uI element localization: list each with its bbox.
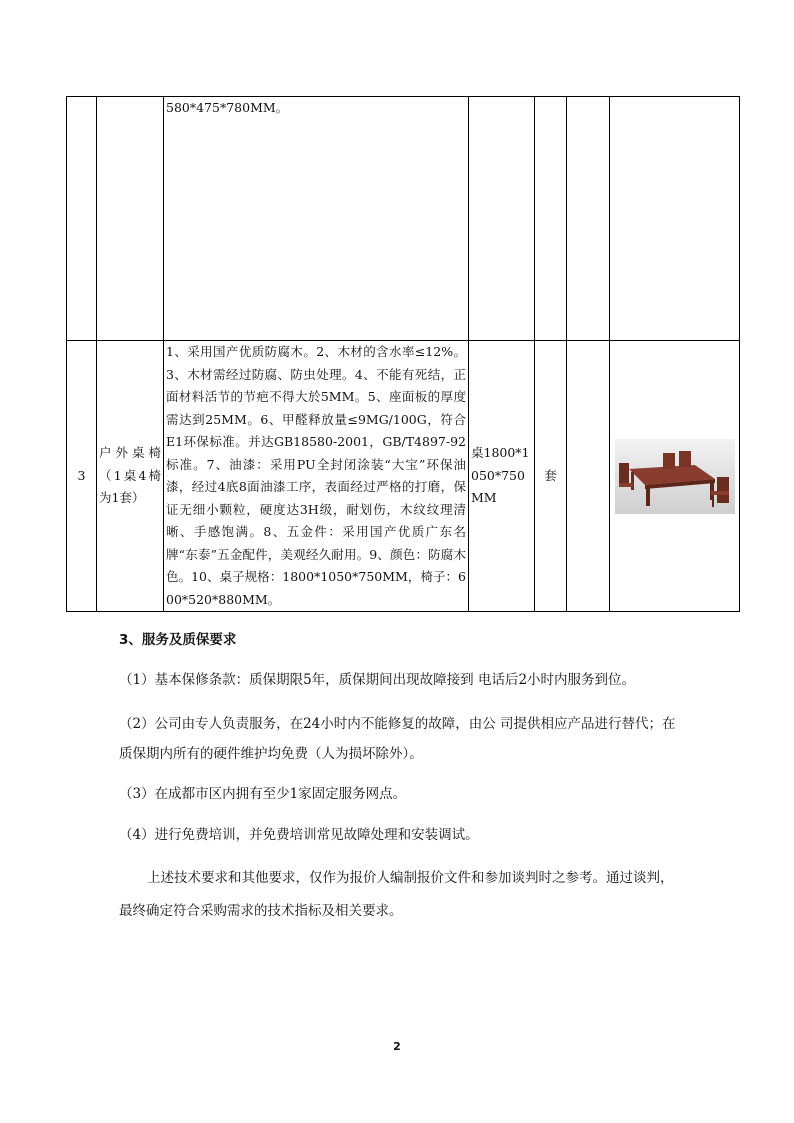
section-heading: 3、服务及质保要求 — [119, 632, 237, 648]
page-number: 2 — [393, 1040, 401, 1053]
row-index — [67, 97, 97, 341]
row-qty — [567, 97, 610, 341]
row-description: 1、采用国产优质防腐木。2、木材的含水率≤12%。3、木材需经过防腐、防虫处理。4、不能有死结，正面材料活节的节疤不得大於5MM。5、座面板的厚度需达到25MM。6、甲醛释放量≤9MG/100G，符合E1环保标准。并达GB18580-2001，GB/T4897-92标准。7、油漆：采用PU全封闭涂装“大宝”环保油漆，经过4底8面油漆工序，表面经过严格的打磨，保证无细小颗粒，硬度达3H级，耐划伤，木纹纹理清晰、手感饱满。8、五金件：采用国产优质广东名牌“东泰”五金配件，美观经久耐用。9、颜色：防腐木色。10、桌子规格：1800*1050*750MM，椅子：600*520*880MM。 — [164, 341, 469, 612]
closing-paragraph: 上述技术要求和其他要求，仅作为报价人编制报价文件和参加谈判时之参考。通过谈判，最终确定符合采购需求的技术指标及相关要求。 — [119, 870, 674, 919]
service-item-4: （4）进行免费培训，并免费培训常见故障处理和安装调试。 — [119, 827, 479, 843]
row-unit — [535, 97, 567, 341]
row-name — [97, 97, 164, 341]
service-item-3: （3）在成都市区内拥有至少1家固定服务网点。 — [119, 786, 407, 802]
row-qty — [567, 341, 610, 612]
row-description: 580*475*780MM。 — [164, 97, 469, 341]
row-spec — [469, 97, 535, 341]
row-spec: 桌1800*1050*750MM — [469, 341, 535, 612]
service-item-1: （1）基本保修条款：质保期限5年，质保期间出现故障接到 电话后2小时内服务到位。 — [119, 672, 636, 688]
spec-table — [66, 96, 740, 612]
table-row — [67, 341, 740, 612]
row-image-cell — [610, 341, 740, 612]
row-index: 3 — [67, 341, 97, 612]
table-row — [67, 97, 740, 341]
outdoor-table-chairs-photo-icon — [615, 439, 735, 514]
service-item-2: （2）公司由专人负责服务，在24小时内不能修复的故障，由公 司提供相应产品进行替代；在质保期内所有的硬件维护均免费（人为损坏除外）。 — [119, 716, 676, 762]
row-image-cell — [610, 97, 740, 341]
row-name: 户外桌椅（1桌4椅为1套） — [97, 341, 164, 612]
row-unit: 套 — [535, 341, 567, 612]
